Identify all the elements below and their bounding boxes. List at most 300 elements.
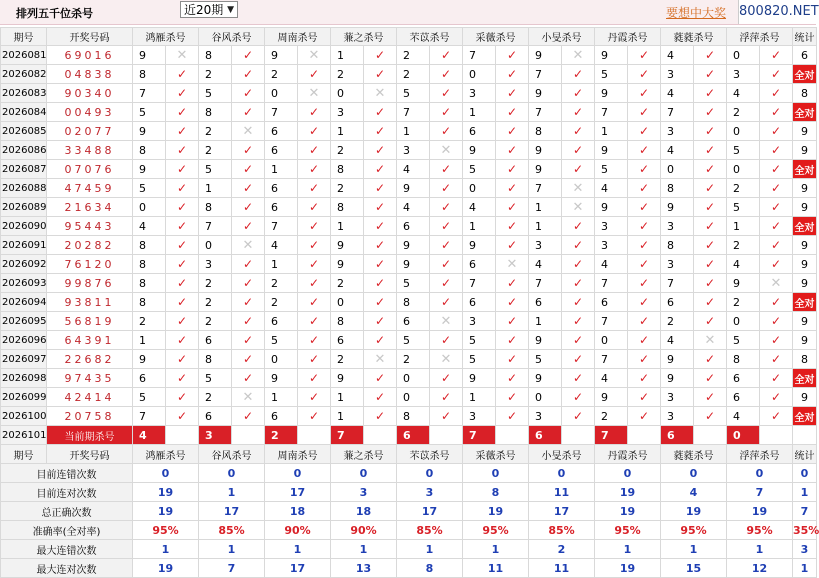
kill-value: 1 bbox=[331, 407, 364, 426]
check-icon: ✓ bbox=[562, 103, 595, 122]
kill-value: 6 bbox=[727, 369, 760, 388]
kill-value: 4 bbox=[727, 84, 760, 103]
check-icon: ✓ bbox=[298, 160, 331, 179]
stats-value: 35% bbox=[793, 521, 817, 540]
kill-value: 2 bbox=[331, 141, 364, 160]
check-icon: ✓ bbox=[166, 312, 199, 331]
stat-count: 9 bbox=[793, 122, 817, 141]
kill-value: 9 bbox=[397, 255, 430, 274]
check-icon: ✓ bbox=[298, 103, 331, 122]
check-icon: ✓ bbox=[628, 179, 661, 198]
cross-icon: ✕ bbox=[364, 84, 397, 103]
check-icon: ✓ bbox=[694, 141, 727, 160]
kill-value: 3 bbox=[661, 65, 694, 84]
stats-value: 19 bbox=[595, 502, 661, 521]
kill-value: 4 bbox=[529, 255, 562, 274]
kill-value: 9 bbox=[595, 46, 628, 65]
check-icon: ✓ bbox=[166, 160, 199, 179]
check-icon: ✓ bbox=[628, 46, 661, 65]
check-icon: ✓ bbox=[430, 407, 463, 426]
kill-value: 5 bbox=[727, 198, 760, 217]
check-icon: ✓ bbox=[430, 274, 463, 293]
kill-value: 7 bbox=[529, 103, 562, 122]
kill-value: 1 bbox=[331, 46, 364, 65]
check-icon: ✓ bbox=[364, 179, 397, 198]
kill-value: 9 bbox=[133, 350, 166, 369]
kill-value: 2 bbox=[331, 350, 364, 369]
stats-value: 11 bbox=[529, 559, 595, 578]
issue-number: 2026090 bbox=[1, 217, 47, 236]
kill-value: 1 bbox=[529, 217, 562, 236]
kill-value: 8 bbox=[133, 141, 166, 160]
stats-value: 85% bbox=[199, 521, 265, 540]
check-icon: ✓ bbox=[628, 160, 661, 179]
kill-value: 9 bbox=[529, 160, 562, 179]
kill-value: 1 bbox=[133, 331, 166, 350]
chevron-down-icon: ▼ bbox=[227, 5, 234, 15]
kill-value: 6 bbox=[595, 293, 628, 312]
kill-value: 9 bbox=[595, 141, 628, 160]
table-row bbox=[1, 407, 817, 426]
check-icon: ✓ bbox=[430, 179, 463, 198]
check-icon: ✓ bbox=[364, 255, 397, 274]
kill-value: 1 bbox=[463, 388, 496, 407]
table-row bbox=[1, 217, 817, 236]
top-bar bbox=[0, 0, 819, 25]
check-icon: ✓ bbox=[760, 84, 793, 103]
stats-value: 17 bbox=[265, 483, 331, 502]
column-header: 统计 bbox=[793, 28, 817, 46]
kill-value: 2 bbox=[331, 65, 364, 84]
check-icon: ✓ bbox=[298, 217, 331, 236]
check-icon: ✓ bbox=[232, 369, 265, 388]
kill-value: 9 bbox=[529, 141, 562, 160]
all-correct-badge: 全对 bbox=[793, 65, 817, 84]
kill-value: 2 bbox=[595, 407, 628, 426]
kill-value: 7 bbox=[595, 274, 628, 293]
stats-value: 95% bbox=[463, 521, 529, 540]
kill-value: 8 bbox=[199, 198, 232, 217]
check-icon: ✓ bbox=[166, 331, 199, 350]
empty-cell bbox=[628, 426, 661, 445]
kill-value: 7 bbox=[595, 350, 628, 369]
kill-value: 0 bbox=[265, 84, 298, 103]
kill-value: 2 bbox=[199, 312, 232, 331]
check-icon: ✓ bbox=[496, 274, 529, 293]
check-icon: ✓ bbox=[694, 65, 727, 84]
stat-count: 9 bbox=[793, 179, 817, 198]
stats-value: 85% bbox=[397, 521, 463, 540]
current-kill-value: 7 bbox=[463, 426, 496, 445]
check-icon: ✓ bbox=[298, 388, 331, 407]
draw-numbers: 02077 bbox=[47, 122, 133, 141]
kill-value: 4 bbox=[133, 217, 166, 236]
kill-value: 2 bbox=[199, 122, 232, 141]
check-icon: ✓ bbox=[496, 141, 529, 160]
kill-value: 1 bbox=[529, 312, 562, 331]
check-icon: ✓ bbox=[232, 141, 265, 160]
stats-value: 0 bbox=[595, 464, 661, 483]
current-kill-value: 0 bbox=[727, 426, 760, 445]
issue-number: 2026099 bbox=[1, 388, 47, 407]
check-icon: ✓ bbox=[232, 350, 265, 369]
column-header: 统计 bbox=[793, 445, 817, 464]
draw-numbers: 64391 bbox=[47, 331, 133, 350]
kill-value: 5 bbox=[595, 65, 628, 84]
check-icon: ✓ bbox=[628, 122, 661, 141]
kill-value: 2 bbox=[397, 350, 430, 369]
kill-value: 0 bbox=[199, 236, 232, 255]
kill-value: 9 bbox=[331, 236, 364, 255]
stats-row bbox=[1, 483, 817, 502]
column-header: 谷风杀号 bbox=[199, 28, 265, 46]
stats-row bbox=[1, 540, 817, 559]
check-icon: ✓ bbox=[364, 312, 397, 331]
check-icon: ✓ bbox=[760, 388, 793, 407]
kill-value: 1 bbox=[265, 160, 298, 179]
check-icon: ✓ bbox=[364, 160, 397, 179]
kill-value: 6 bbox=[133, 369, 166, 388]
stats-row bbox=[1, 502, 817, 521]
kill-value: 5 bbox=[397, 331, 430, 350]
check-icon: ✓ bbox=[364, 293, 397, 312]
kill-value: 9 bbox=[133, 122, 166, 141]
table-row bbox=[1, 65, 817, 84]
issue-number: 2026086 bbox=[1, 141, 47, 160]
check-icon: ✓ bbox=[562, 312, 595, 331]
stat-count: 9 bbox=[793, 198, 817, 217]
kill-value: 4 bbox=[727, 407, 760, 426]
check-icon: ✓ bbox=[496, 84, 529, 103]
check-icon: ✓ bbox=[298, 141, 331, 160]
column-header: 蒹之杀号 bbox=[331, 28, 397, 46]
stats-row bbox=[1, 559, 817, 578]
cross-icon: ✕ bbox=[166, 46, 199, 65]
check-icon: ✓ bbox=[364, 369, 397, 388]
stats-value: 11 bbox=[463, 559, 529, 578]
stats-value: 95% bbox=[595, 521, 661, 540]
kill-value: 6 bbox=[199, 331, 232, 350]
page-title: 排列五千位杀号 bbox=[16, 7, 93, 20]
issue-number: 2026096 bbox=[1, 331, 47, 350]
check-icon: ✓ bbox=[694, 293, 727, 312]
stats-value: 11 bbox=[529, 483, 595, 502]
check-icon: ✓ bbox=[628, 312, 661, 331]
kill-value: 5 bbox=[133, 179, 166, 198]
kill-value: 6 bbox=[265, 122, 298, 141]
draw-numbers: 90340 bbox=[47, 84, 133, 103]
kill-value: 2 bbox=[265, 274, 298, 293]
period-select-value: 近20期 bbox=[184, 3, 224, 17]
stat-count: 9 bbox=[793, 255, 817, 274]
check-icon: ✓ bbox=[298, 198, 331, 217]
period-select[interactable] bbox=[180, 1, 238, 18]
check-icon: ✓ bbox=[232, 407, 265, 426]
kill-value: 2 bbox=[199, 141, 232, 160]
current-kill-value: 4 bbox=[133, 426, 166, 445]
check-icon: ✓ bbox=[298, 312, 331, 331]
kill-value: 2 bbox=[727, 293, 760, 312]
kill-value: 5 bbox=[199, 160, 232, 179]
kill-value: 0 bbox=[727, 312, 760, 331]
kill-value: 6 bbox=[265, 141, 298, 160]
stat-count: 9 bbox=[793, 141, 817, 160]
kill-value: 6 bbox=[529, 293, 562, 312]
check-icon: ✓ bbox=[628, 274, 661, 293]
check-icon: ✓ bbox=[166, 274, 199, 293]
check-icon: ✓ bbox=[562, 160, 595, 179]
issue-number: 2026098 bbox=[1, 369, 47, 388]
check-icon: ✓ bbox=[760, 236, 793, 255]
kill-value: 2 bbox=[133, 312, 166, 331]
kill-value: 7 bbox=[661, 274, 694, 293]
stats-value: 3 bbox=[793, 540, 817, 559]
kill-value: 9 bbox=[595, 84, 628, 103]
kill-value: 9 bbox=[463, 141, 496, 160]
kill-value: 4 bbox=[661, 84, 694, 103]
check-icon: ✓ bbox=[760, 160, 793, 179]
empty-cell bbox=[298, 426, 331, 445]
column-header: 蕤蕤杀号 bbox=[661, 28, 727, 46]
kill-value: 5 bbox=[397, 274, 430, 293]
draw-numbers: 07076 bbox=[47, 160, 133, 179]
table-row bbox=[1, 84, 817, 103]
check-icon: ✓ bbox=[628, 217, 661, 236]
current-kill-value: 6 bbox=[397, 426, 430, 445]
draw-numbers: 97435 bbox=[47, 369, 133, 388]
check-icon: ✓ bbox=[430, 388, 463, 407]
column-header: 周南杀号 bbox=[265, 28, 331, 46]
issue-number: 2026081 bbox=[1, 46, 47, 65]
column-header: 丹霞杀号 bbox=[595, 28, 661, 46]
kill-value: 9 bbox=[463, 236, 496, 255]
check-icon: ✓ bbox=[364, 198, 397, 217]
current-kill-value: 6 bbox=[661, 426, 694, 445]
table-row bbox=[1, 293, 817, 312]
promo-link[interactable]: 要想中大奖 bbox=[666, 6, 727, 20]
kill-value: 2 bbox=[661, 312, 694, 331]
check-icon: ✓ bbox=[562, 388, 595, 407]
check-icon: ✓ bbox=[760, 407, 793, 426]
check-icon: ✓ bbox=[496, 236, 529, 255]
stats-value: 12 bbox=[727, 559, 793, 578]
kill-value: 5 bbox=[199, 369, 232, 388]
stats-value: 1 bbox=[793, 559, 817, 578]
kill-value: 6 bbox=[463, 255, 496, 274]
stats-value: 0 bbox=[331, 464, 397, 483]
cross-icon: ✕ bbox=[364, 350, 397, 369]
stats-value: 1 bbox=[595, 540, 661, 559]
draw-numbers: 00493 bbox=[47, 103, 133, 122]
check-icon: ✓ bbox=[628, 350, 661, 369]
stats-value: 18 bbox=[331, 502, 397, 521]
kill-value: 5 bbox=[265, 331, 298, 350]
kill-value: 8 bbox=[199, 350, 232, 369]
kill-value: 6 bbox=[265, 198, 298, 217]
kill-value: 1 bbox=[727, 217, 760, 236]
check-icon: ✓ bbox=[232, 84, 265, 103]
table-row bbox=[1, 312, 817, 331]
current-kill-label: 当前期杀号 bbox=[47, 426, 133, 445]
kill-value: 8 bbox=[199, 103, 232, 122]
check-icon: ✓ bbox=[496, 160, 529, 179]
kill-value: 1 bbox=[529, 198, 562, 217]
check-icon: ✓ bbox=[628, 255, 661, 274]
kill-value: 5 bbox=[727, 141, 760, 160]
check-icon: ✓ bbox=[694, 312, 727, 331]
column-header: 芣苡杀号 bbox=[397, 28, 463, 46]
check-icon: ✓ bbox=[166, 407, 199, 426]
kill-value: 8 bbox=[397, 407, 430, 426]
stats-label: 总正确次数 bbox=[1, 502, 133, 521]
draw-numbers: 99876 bbox=[47, 274, 133, 293]
empty-cell bbox=[793, 426, 817, 445]
check-icon: ✓ bbox=[562, 141, 595, 160]
check-icon: ✓ bbox=[232, 179, 265, 198]
kill-value: 6 bbox=[463, 122, 496, 141]
kill-value: 3 bbox=[529, 236, 562, 255]
kill-value: 9 bbox=[661, 350, 694, 369]
issue-number: 2026083 bbox=[1, 84, 47, 103]
issue-number: 2026094 bbox=[1, 293, 47, 312]
check-icon: ✓ bbox=[628, 293, 661, 312]
kill-value: 0 bbox=[331, 84, 364, 103]
check-icon: ✓ bbox=[694, 160, 727, 179]
check-icon: ✓ bbox=[496, 407, 529, 426]
check-icon: ✓ bbox=[232, 274, 265, 293]
stats-value: 0 bbox=[463, 464, 529, 483]
issue-number: 2026095 bbox=[1, 312, 47, 331]
all-correct-badge: 全对 bbox=[793, 103, 817, 122]
kill-value: 4 bbox=[397, 198, 430, 217]
draw-numbers: 69016 bbox=[47, 46, 133, 65]
check-icon: ✓ bbox=[760, 293, 793, 312]
table-row bbox=[1, 46, 817, 65]
check-icon: ✓ bbox=[760, 179, 793, 198]
kill-value: 5 bbox=[463, 331, 496, 350]
kill-value: 2 bbox=[199, 388, 232, 407]
kill-value: 7 bbox=[595, 103, 628, 122]
kill-value: 7 bbox=[463, 274, 496, 293]
issue-number: 2026091 bbox=[1, 236, 47, 255]
stats-value: 95% bbox=[133, 521, 199, 540]
kill-value: 7 bbox=[463, 46, 496, 65]
check-icon: ✓ bbox=[166, 103, 199, 122]
issue-number: 2026084 bbox=[1, 103, 47, 122]
stats-value: 0 bbox=[199, 464, 265, 483]
table-row bbox=[1, 255, 817, 274]
check-icon: ✓ bbox=[232, 293, 265, 312]
check-icon: ✓ bbox=[496, 103, 529, 122]
check-icon: ✓ bbox=[298, 350, 331, 369]
kill-value: 9 bbox=[529, 331, 562, 350]
check-icon: ✓ bbox=[232, 46, 265, 65]
empty-cell bbox=[496, 426, 529, 445]
check-icon: ✓ bbox=[760, 46, 793, 65]
column-header: 鸿雁杀号 bbox=[133, 28, 199, 46]
kill-value: 3 bbox=[463, 84, 496, 103]
check-icon: ✓ bbox=[232, 217, 265, 236]
check-icon: ✓ bbox=[760, 350, 793, 369]
kill-value: 6 bbox=[265, 312, 298, 331]
kill-value: 3 bbox=[661, 388, 694, 407]
column-header: 开奖号码 bbox=[47, 28, 133, 46]
check-icon: ✓ bbox=[298, 407, 331, 426]
check-icon: ✓ bbox=[760, 312, 793, 331]
check-icon: ✓ bbox=[364, 103, 397, 122]
current-kill-value: 3 bbox=[199, 426, 232, 445]
kill-value: 7 bbox=[529, 274, 562, 293]
check-icon: ✓ bbox=[760, 65, 793, 84]
check-icon: ✓ bbox=[694, 350, 727, 369]
issue-number: 2026089 bbox=[1, 198, 47, 217]
stats-label: 目前连错次数 bbox=[1, 464, 133, 483]
check-icon: ✓ bbox=[694, 274, 727, 293]
check-icon: ✓ bbox=[430, 160, 463, 179]
kill-value: 8 bbox=[133, 65, 166, 84]
kill-value: 8 bbox=[133, 274, 166, 293]
cross-icon: ✕ bbox=[694, 331, 727, 350]
table-row bbox=[1, 179, 817, 198]
table-header-row bbox=[1, 28, 817, 46]
table-row bbox=[1, 388, 817, 407]
check-icon: ✓ bbox=[166, 369, 199, 388]
kill-value: 3 bbox=[331, 103, 364, 122]
kill-value: 8 bbox=[331, 312, 364, 331]
check-icon: ✓ bbox=[232, 331, 265, 350]
check-icon: ✓ bbox=[232, 198, 265, 217]
kill-value: 9 bbox=[529, 369, 562, 388]
check-icon: ✓ bbox=[628, 198, 661, 217]
check-icon: ✓ bbox=[760, 122, 793, 141]
stats-value: 17 bbox=[397, 502, 463, 521]
kill-value: 4 bbox=[727, 255, 760, 274]
kill-value: 9 bbox=[727, 274, 760, 293]
empty-cell bbox=[364, 426, 397, 445]
stats-value: 1 bbox=[265, 540, 331, 559]
column-header: 采薇杀号 bbox=[463, 445, 529, 464]
issue-number: 2026092 bbox=[1, 255, 47, 274]
stats-row bbox=[1, 464, 817, 483]
kill-value: 2 bbox=[331, 179, 364, 198]
stats-value: 0 bbox=[397, 464, 463, 483]
check-icon: ✓ bbox=[232, 65, 265, 84]
kill-value: 2 bbox=[199, 274, 232, 293]
check-icon: ✓ bbox=[562, 84, 595, 103]
check-icon: ✓ bbox=[694, 198, 727, 217]
check-icon: ✓ bbox=[430, 122, 463, 141]
stats-value: 8 bbox=[463, 483, 529, 502]
kill-value: 0 bbox=[463, 179, 496, 198]
stats-value: 15 bbox=[661, 559, 727, 578]
kill-value: 9 bbox=[529, 84, 562, 103]
empty-cell bbox=[232, 426, 265, 445]
kill-value: 8 bbox=[661, 179, 694, 198]
all-correct-badge: 全对 bbox=[793, 369, 817, 388]
check-icon: ✓ bbox=[166, 236, 199, 255]
kill-value: 4 bbox=[595, 179, 628, 198]
kill-value: 1 bbox=[331, 217, 364, 236]
check-icon: ✓ bbox=[562, 350, 595, 369]
stats-value: 19 bbox=[661, 502, 727, 521]
kill-value: 7 bbox=[397, 103, 430, 122]
stats-value: 19 bbox=[595, 483, 661, 502]
check-icon: ✓ bbox=[166, 141, 199, 160]
kill-value: 3 bbox=[661, 407, 694, 426]
check-icon: ✓ bbox=[430, 217, 463, 236]
site-badge: 800820.NET bbox=[738, 0, 817, 24]
check-icon: ✓ bbox=[628, 84, 661, 103]
